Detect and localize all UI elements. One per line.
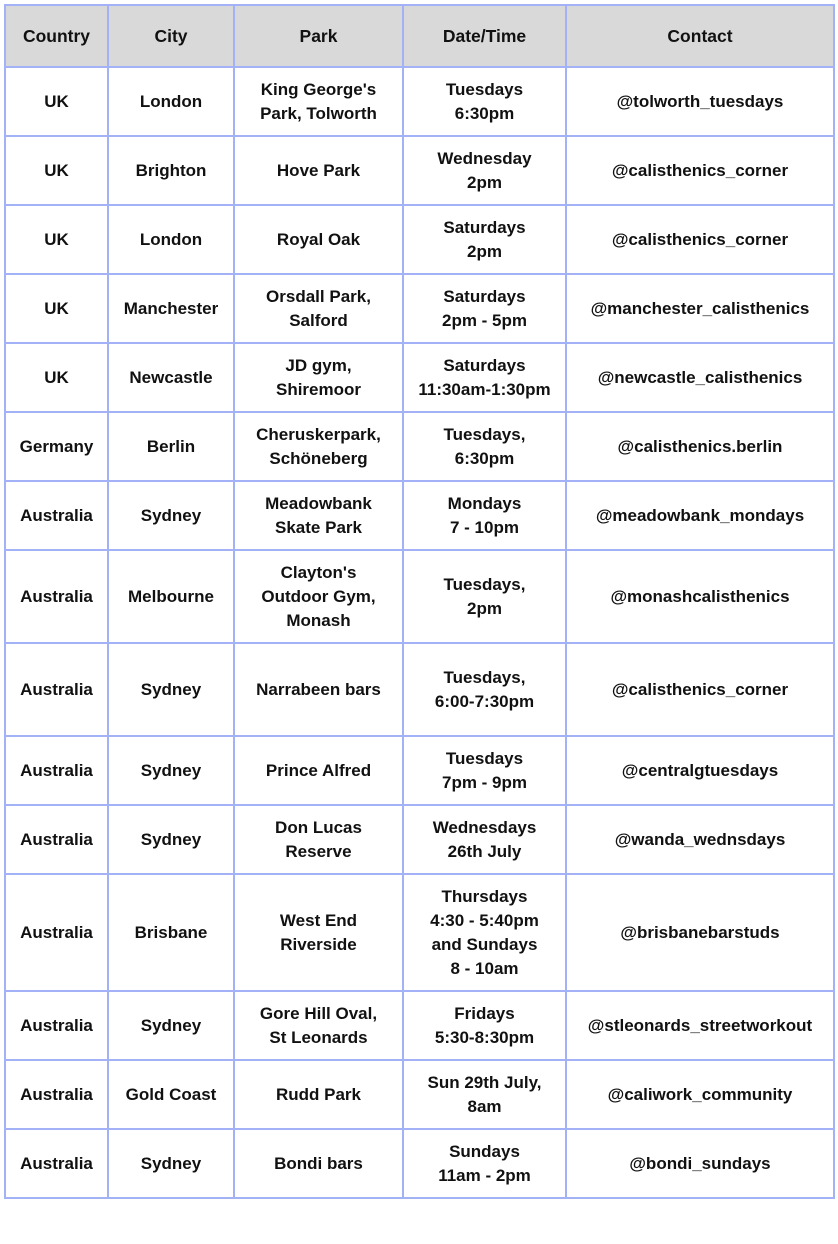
- cell-country: Australia: [5, 805, 108, 874]
- cell-contact: @calisthenics_corner: [566, 136, 834, 205]
- cell-country: Australia: [5, 736, 108, 805]
- cell-contact: @bondi_sundays: [566, 1129, 834, 1198]
- cell-city: London: [108, 205, 234, 274]
- cell-contact: @calisthenics_corner: [566, 205, 834, 274]
- table-row: [5, 67, 834, 136]
- cell-date-time: Saturdays 11:30am-1:30pm: [403, 343, 566, 412]
- cell-date-time: Tuesdays, 6:00-7:30pm: [403, 643, 566, 736]
- cell-country: UK: [5, 67, 108, 136]
- cell-city: Sydney: [108, 481, 234, 550]
- cell-contact: @caliwork_community: [566, 1060, 834, 1129]
- cell-city: Brisbane: [108, 874, 234, 991]
- cell-contact: @calisthenics.berlin: [566, 412, 834, 481]
- table-row: [5, 412, 834, 481]
- cell-date-time: Saturdays 2pm - 5pm: [403, 274, 566, 343]
- cell-country: Australia: [5, 1129, 108, 1198]
- table-row: [5, 874, 834, 991]
- cell-park: West End Riverside: [234, 874, 403, 991]
- cell-city: Sydney: [108, 991, 234, 1060]
- cell-country: Australia: [5, 481, 108, 550]
- cell-park: Meadowbank Skate Park: [234, 481, 403, 550]
- table-row: [5, 736, 834, 805]
- cell-date-time: Wednesdays 26th July: [403, 805, 566, 874]
- header-park: Park: [234, 5, 403, 67]
- cell-date-time: Thursdays 4:30 - 5:40pm and Sundays 8 - 10am: [403, 874, 566, 991]
- cell-country: UK: [5, 136, 108, 205]
- cell-date-time: Saturdays 2pm: [403, 205, 566, 274]
- cell-contact: @brisbanebarstuds: [566, 874, 834, 991]
- cell-park: Hove Park: [234, 136, 403, 205]
- table-row: [5, 136, 834, 205]
- cell-park: Gore Hill Oval, St Leonards: [234, 991, 403, 1060]
- cell-park: Bondi bars: [234, 1129, 403, 1198]
- cell-date-time: Sundays 11am - 2pm: [403, 1129, 566, 1198]
- cell-city: Sydney: [108, 1129, 234, 1198]
- header-row: [5, 5, 834, 67]
- cell-park: Prince Alfred: [234, 736, 403, 805]
- cell-city: Melbourne: [108, 550, 234, 643]
- table-row: [5, 1129, 834, 1198]
- table-row: [5, 1060, 834, 1129]
- cell-park: Royal Oak: [234, 205, 403, 274]
- cell-contact: @manchester_calisthenics: [566, 274, 834, 343]
- cell-park: Orsdall Park, Salford: [234, 274, 403, 343]
- cell-country: UK: [5, 274, 108, 343]
- meetup-table-container: [4, 4, 833, 1199]
- cell-contact: @tolworth_tuesdays: [566, 67, 834, 136]
- cell-date-time: Tuesdays 6:30pm: [403, 67, 566, 136]
- cell-date-time: Fridays 5:30-8:30pm: [403, 991, 566, 1060]
- cell-country: UK: [5, 343, 108, 412]
- cell-park: Cheruskerpark, Schöneberg: [234, 412, 403, 481]
- cell-contact: @calisthenics_corner: [566, 643, 834, 736]
- cell-city: Sydney: [108, 736, 234, 805]
- cell-date-time: Tuesdays 7pm - 9pm: [403, 736, 566, 805]
- cell-park: King George's Park, Tolworth: [234, 67, 403, 136]
- cell-park: Don Lucas Reserve: [234, 805, 403, 874]
- cell-city: Brighton: [108, 136, 234, 205]
- table-row: [5, 274, 834, 343]
- cell-country: Germany: [5, 412, 108, 481]
- cell-city: Manchester: [108, 274, 234, 343]
- cell-country: Australia: [5, 550, 108, 643]
- table-row: [5, 481, 834, 550]
- cell-contact: @centralgtuesdays: [566, 736, 834, 805]
- table-row: [5, 205, 834, 274]
- table-row: [5, 643, 834, 736]
- cell-city: Gold Coast: [108, 1060, 234, 1129]
- table-row: [5, 805, 834, 874]
- header-date-time: Date/Time: [403, 5, 566, 67]
- table-row: [5, 550, 834, 643]
- header-country: Country: [5, 5, 108, 67]
- cell-contact: @newcastle_calisthenics: [566, 343, 834, 412]
- cell-park: Rudd Park: [234, 1060, 403, 1129]
- table-row: [5, 991, 834, 1060]
- cell-contact: @monashcalisthenics: [566, 550, 834, 643]
- cell-contact: @wanda_wednsdays: [566, 805, 834, 874]
- cell-contact: @meadowbank_mondays: [566, 481, 834, 550]
- cell-country: Australia: [5, 874, 108, 991]
- cell-city: Newcastle: [108, 343, 234, 412]
- cell-city: London: [108, 67, 234, 136]
- cell-date-time: Sun 29th July, 8am: [403, 1060, 566, 1129]
- table-row: [5, 343, 834, 412]
- cell-country: Australia: [5, 991, 108, 1060]
- header-city: City: [108, 5, 234, 67]
- cell-park: Clayton's Outdoor Gym, Monash: [234, 550, 403, 643]
- cell-date-time: Mondays 7 - 10pm: [403, 481, 566, 550]
- meetup-table: [4, 4, 835, 1199]
- cell-city: Sydney: [108, 805, 234, 874]
- cell-park: Narrabeen bars: [234, 643, 403, 736]
- cell-date-time: Wednesday 2pm: [403, 136, 566, 205]
- cell-contact: @stleonards_streetworkout: [566, 991, 834, 1060]
- cell-park: JD gym, Shiremoor: [234, 343, 403, 412]
- cell-country: Australia: [5, 643, 108, 736]
- cell-city: Sydney: [108, 643, 234, 736]
- cell-city: Berlin: [108, 412, 234, 481]
- cell-country: Australia: [5, 1060, 108, 1129]
- cell-date-time: Tuesdays, 6:30pm: [403, 412, 566, 481]
- cell-country: UK: [5, 205, 108, 274]
- header-contact: Contact: [566, 5, 834, 67]
- cell-date-time: Tuesdays, 2pm: [403, 550, 566, 643]
